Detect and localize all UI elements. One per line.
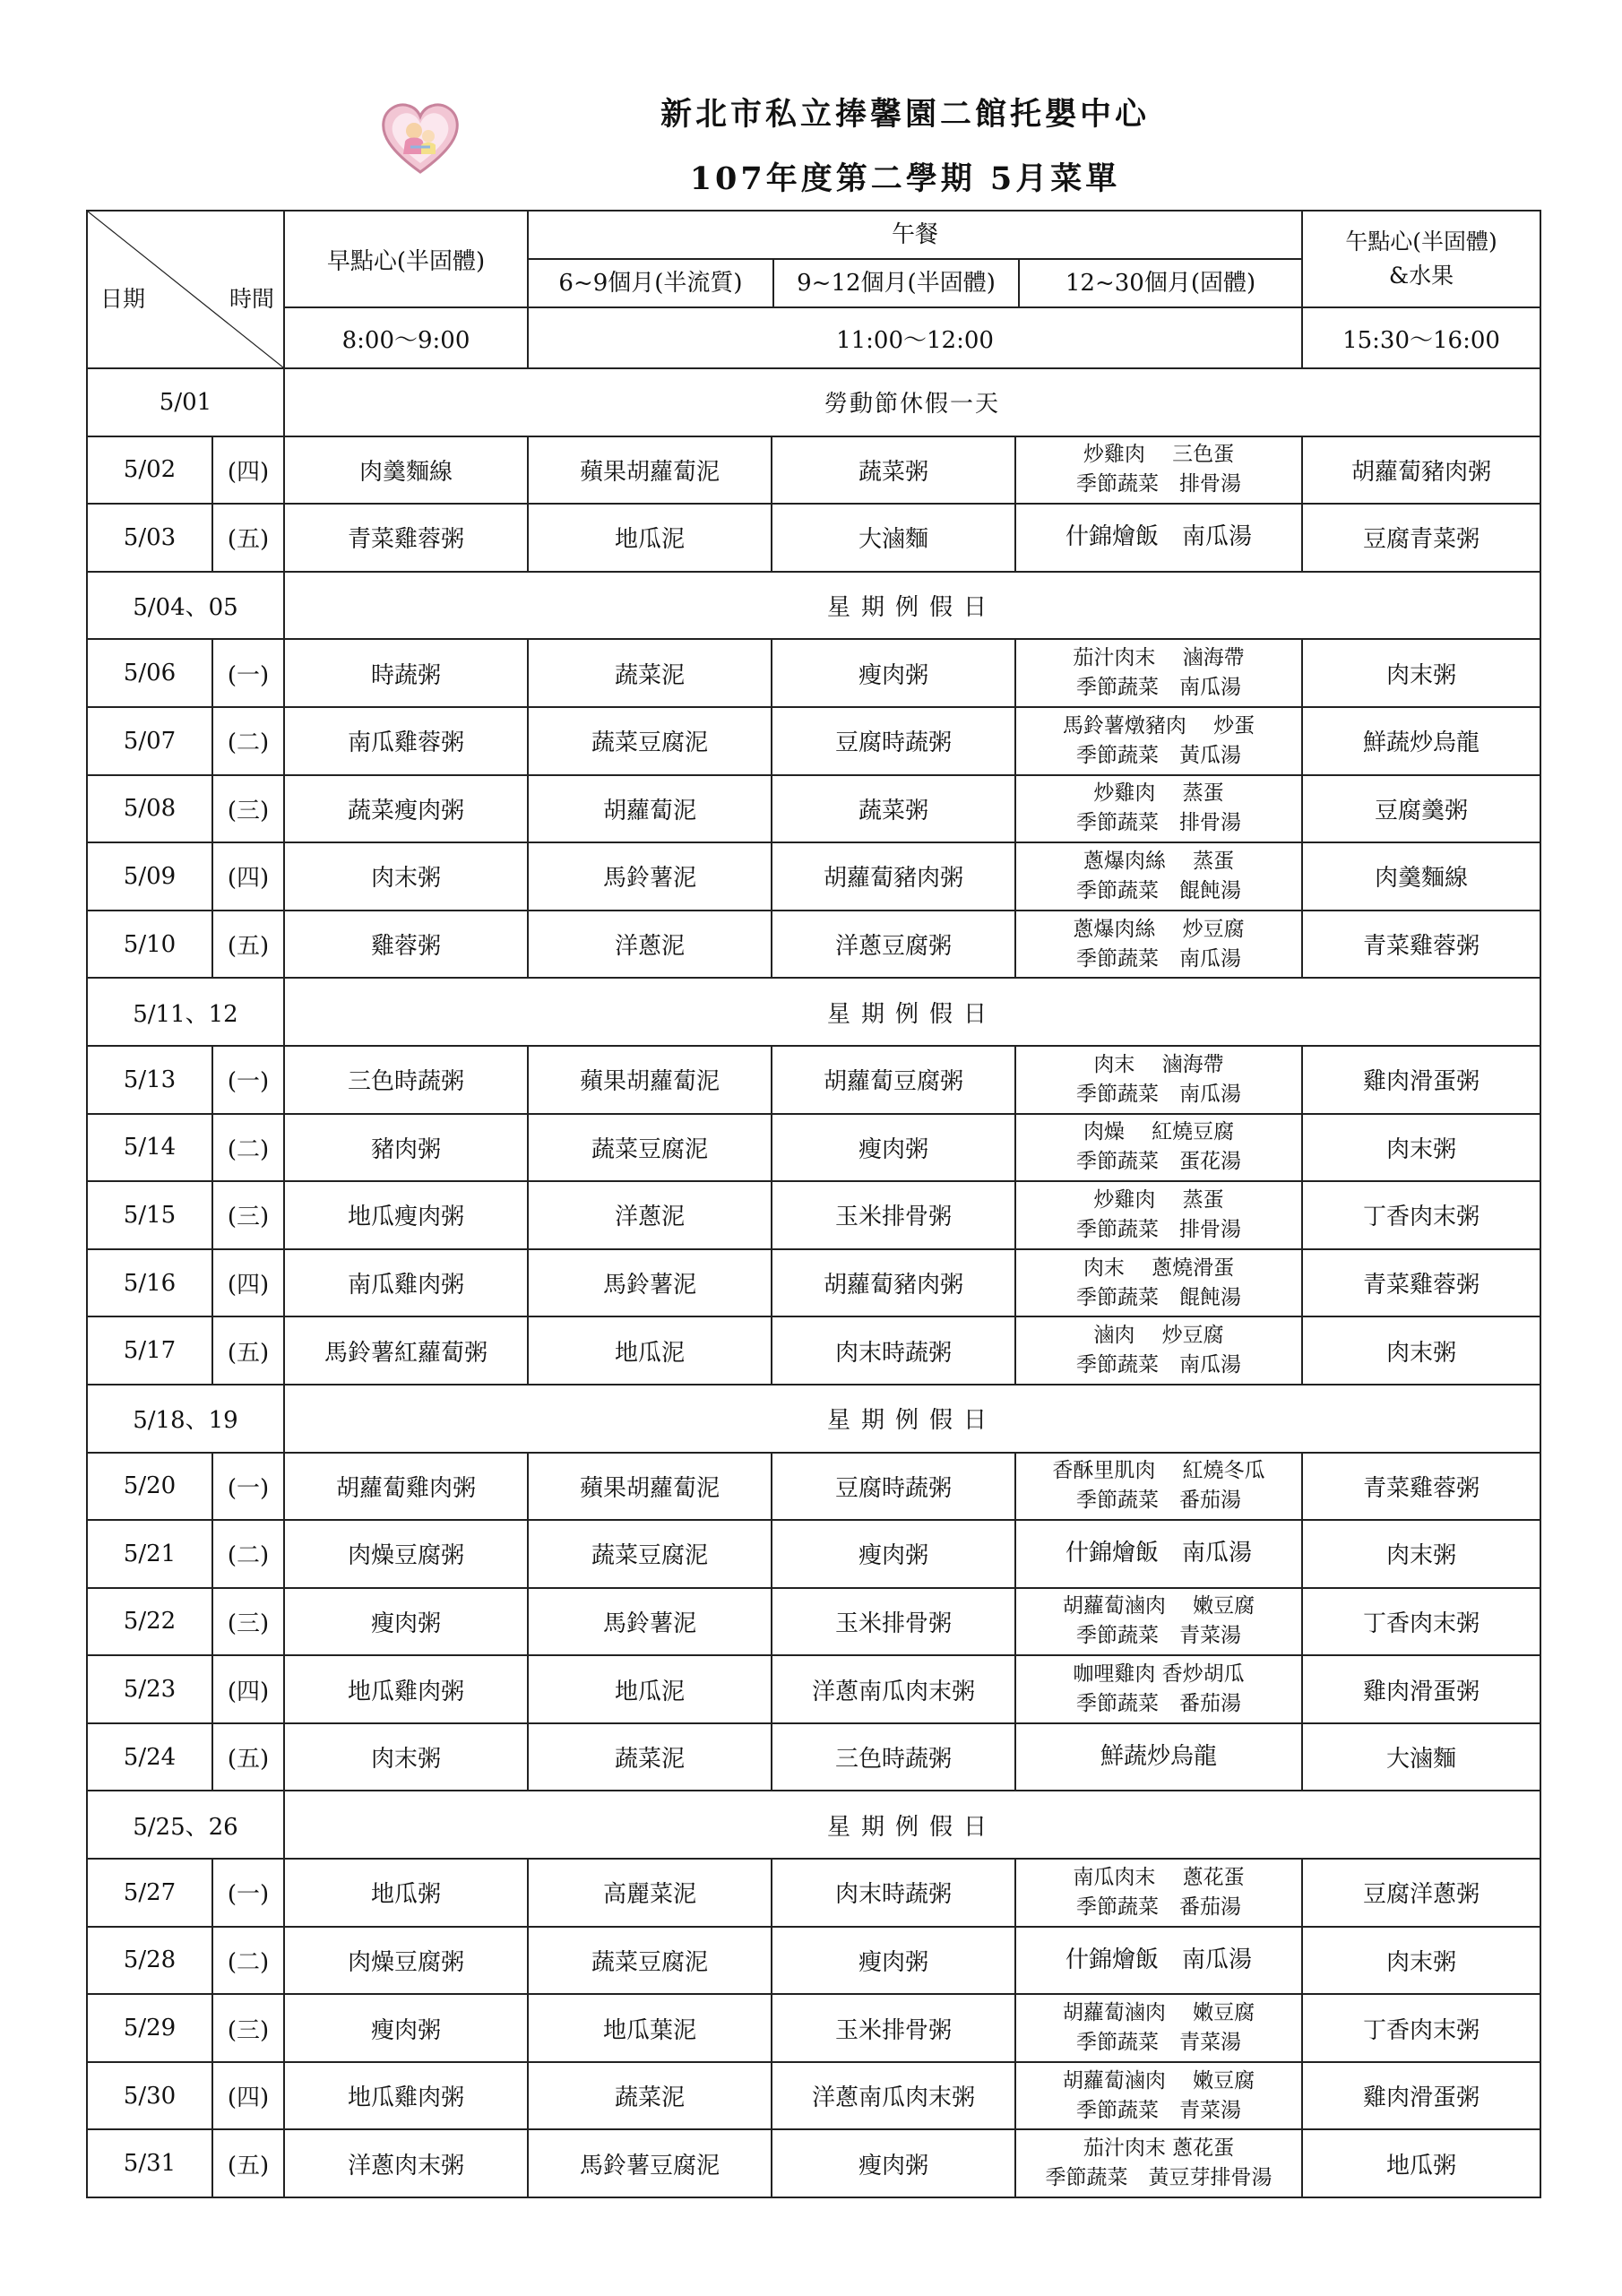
menu-row: [87, 504, 1540, 572]
lunch-12-30-cell: [1015, 1994, 1302, 2062]
menu-row: [87, 842, 1540, 911]
breakfast-cell: 肉羹麵線: [284, 436, 528, 505]
weekday-cell: (三): [212, 1994, 284, 2062]
menu-row: [87, 1859, 1540, 1927]
afternoon-cell: 豆腐洋蔥粥: [1302, 1859, 1540, 1927]
menu-row: [87, 1181, 1540, 1249]
date-cell: 5/01: [87, 368, 284, 436]
weekday-cell: (四): [212, 1249, 284, 1317]
breakfast-cell: 瘦肉粥: [284, 1588, 528, 1656]
lunch-12-30-line-2: 季節蔬菜 番茄湯: [1076, 1692, 1241, 1716]
lunch-6-9-cell: 蔬菜豆腐泥: [528, 1927, 772, 1995]
lunch-12-30-cell: [1015, 504, 1302, 572]
lunch-9-12-cell: 瘦肉粥: [772, 2129, 1015, 2197]
breakfast-cell: 時蔬粥: [284, 639, 528, 707]
lunch-12-30-line-2: 季節蔬菜 青菜湯: [1076, 2031, 1241, 2055]
lunch-12-30-cell: [1015, 436, 1302, 505]
breakfast-cell: 青菜雞蓉粥: [284, 504, 528, 572]
menu-row: [87, 2062, 1540, 2130]
lunch-12-30-cell: [1015, 911, 1302, 979]
date-cell: 5/08: [87, 775, 212, 843]
afternoon-cell: 胡蘿蔔豬肉粥: [1302, 436, 1540, 505]
lunch-12-30-lines: [1016, 1998, 1301, 2058]
lunch-12-30-lines: [1016, 1539, 1301, 1568]
menu-row: [87, 1994, 1540, 2062]
lunch-12-30-line-2: 季節蔬菜 排骨湯: [1076, 811, 1241, 835]
lunch-9-12-cell: 蔬菜粥: [772, 436, 1015, 505]
breakfast-cell: 三色時蔬粥: [284, 1046, 528, 1114]
lunch-9-12-cell: 洋蔥南瓜肉末粥: [772, 2062, 1015, 2130]
lunch-12-30-line-2: 季節蔬菜 黃豆芽排骨湯: [1045, 2166, 1273, 2190]
lunch-9-12-cell: 洋蔥南瓜肉末粥: [772, 1655, 1015, 1723]
date-cell: 5/17: [87, 1316, 212, 1385]
lunch-12-30-line-1: 胡蘿蔔滷肉 嫩豆腐: [1062, 2068, 1255, 2093]
lunch-12-30-lines: [1016, 2067, 1301, 2126]
lunch-9-12-cell: 胡蘿蔔豬肉粥: [772, 1249, 1015, 1317]
lunch-12-30-lines: [1016, 1742, 1301, 1772]
lunch-12-30-cell: [1015, 1453, 1302, 1521]
weekday-cell: (二): [212, 1520, 284, 1588]
lunch-12-30-cell: [1015, 1046, 1302, 1114]
afternoon-cell: 青菜雞蓉粥: [1302, 911, 1540, 979]
holiday-note-cell: 星期例假日: [284, 572, 1540, 640]
lunch-12-30-lines: [1016, 1254, 1301, 1313]
breakfast-cell: 洋蔥肉末粥: [284, 2129, 528, 2197]
afternoon-cell: 肉末粥: [1302, 639, 1540, 707]
lunch-12-30-line-1: 肉末 滷海帶: [1093, 1052, 1224, 1076]
weekday-cell: (一): [212, 1859, 284, 1927]
menu-row: [87, 1046, 1540, 1114]
lunch-12-30-cell: [1015, 1723, 1302, 1791]
header-afternoon-fruit: &水果: [1388, 263, 1454, 289]
header-lunch-12-30: 12~30個月(固體): [1065, 270, 1256, 297]
lunch-9-12-cell: 瘦肉粥: [772, 1927, 1015, 1995]
lunch-6-9-cell: 馬鈴薯泥: [528, 1588, 772, 1656]
date-cell: 5/28: [87, 1927, 212, 1995]
afternoon-cell: 豆腐羹粥: [1302, 775, 1540, 843]
date-cell: 5/31: [87, 2129, 212, 2197]
lunch-9-12-cell: 肉末時蔬粥: [772, 1316, 1015, 1385]
lunch-12-30-line-1: 炒雞肉 蒸蛋: [1093, 1187, 1224, 1212]
lunch-6-9-cell: 地瓜泥: [528, 1316, 772, 1385]
date-cell: 5/10: [87, 911, 212, 979]
lunch-12-30-line-2: 季節蔬菜 排骨湯: [1076, 1217, 1241, 1241]
header-lunch-group: [528, 211, 1302, 307]
holiday-row: [87, 1385, 1540, 1453]
lunch-12-30-lines: [1016, 1118, 1301, 1177]
weekday-cell: (五): [212, 1316, 284, 1385]
lunch-6-9-cell: 胡蘿蔔泥: [528, 775, 772, 843]
breakfast-cell: 南瓜雞蓉粥: [284, 707, 528, 775]
lunch-12-30-lines: [1016, 847, 1301, 906]
holiday-note-cell: 星期例假日: [284, 1791, 1540, 1859]
holiday-note-cell: 星期例假日: [284, 978, 1540, 1046]
breakfast-cell: 地瓜雞肉粥: [284, 2062, 528, 2130]
date-cell: 5/09: [87, 842, 212, 911]
lunch-12-30-lines: [1016, 1456, 1301, 1515]
lunch-12-30-line-2: 季節蔬菜 南瓜湯: [1076, 676, 1241, 700]
lunch-12-30-cell: [1015, 842, 1302, 911]
date-cell: 5/07: [87, 707, 212, 775]
lunch-12-30-cell: [1015, 2129, 1302, 2197]
afternoon-cell: 肉末粥: [1302, 1927, 1540, 1995]
lunch-12-30-line-2: 季節蔬菜 青菜湯: [1076, 1624, 1241, 1648]
lunch-12-30-lines: [1016, 2134, 1301, 2193]
lunch-12-30-line-1: 肉末 蔥燒滑蛋: [1083, 1256, 1235, 1280]
lunch-9-12-cell: 三色時蔬粥: [772, 1723, 1015, 1791]
lunch-12-30-line-1: 什錦燴飯 南瓜湯: [1066, 1946, 1253, 1973]
header-breakfast-label: 早點心(半固體): [326, 247, 486, 275]
page-title: 新北市私立捧馨園二館托嬰中心: [660, 96, 1150, 133]
lunch-12-30-cell: [1015, 707, 1302, 775]
lunch-6-9-cell: 蔬菜豆腐泥: [528, 1114, 772, 1182]
lunch-12-30-lines: [1016, 1946, 1301, 1975]
date-cell: 5/21: [87, 1520, 212, 1588]
lunch-6-9-cell: 蔬菜豆腐泥: [528, 1520, 772, 1588]
header-lunch-label: 午餐: [529, 211, 1301, 260]
afternoon-cell: 雞肉滑蛋粥: [1302, 2062, 1540, 2130]
lunch-12-30-line-1: 胡蘿蔔滷肉 嫩豆腐: [1062, 1594, 1255, 1618]
date-cell: 5/24: [87, 1723, 212, 1791]
date-cell: 5/06: [87, 639, 212, 707]
lunch-12-30-line-1: 咖哩雞肉 香炒胡瓜: [1073, 1662, 1245, 1687]
menu-row: [87, 1723, 1540, 1791]
lunch-12-30-cell: [1015, 2062, 1302, 2130]
lunch-12-30-lines: [1016, 643, 1301, 703]
lunch-6-9-cell: 馬鈴薯泥: [528, 1249, 772, 1317]
weekday-cell: (五): [212, 911, 284, 979]
weekday-cell: (四): [212, 1655, 284, 1723]
header-lunch-time: 11:00～12:00: [528, 307, 1302, 368]
afternoon-cell: 丁香肉末粥: [1302, 1588, 1540, 1656]
afternoon-cell: 肉羹麵線: [1302, 842, 1540, 911]
lunch-12-30-cell: [1015, 639, 1302, 707]
date-cell: 5/02: [87, 436, 212, 505]
lunch-12-30-line-1: 香酥里肌肉 紅燒冬瓜: [1052, 1459, 1265, 1483]
lunch-9-12-cell: 瘦肉粥: [772, 1520, 1015, 1588]
lunch-9-12-cell: 蔬菜粥: [772, 775, 1015, 843]
lunch-9-12-cell: 豆腐時蔬粥: [772, 707, 1015, 775]
afternoon-cell: 青菜雞蓉粥: [1302, 1249, 1540, 1317]
lunch-12-30-lines: [1016, 522, 1301, 552]
breakfast-cell: 馬鈴薯紅蘿蔔粥: [284, 1316, 528, 1385]
lunch-6-9-cell: 地瓜泥: [528, 504, 772, 572]
lunch-9-12-cell: 玉米排骨粥: [772, 1588, 1015, 1656]
header-date-label: 日期: [100, 286, 146, 312]
lunch-12-30-cell: [1015, 1114, 1302, 1182]
lunch-6-9-cell: 蔬菜泥: [528, 1723, 772, 1791]
lunch-12-30-cell: [1015, 775, 1302, 843]
weekday-cell: (二): [212, 707, 284, 775]
weekday-cell: (三): [212, 1588, 284, 1656]
header-lunch-6-9: 6~9個月(半流質): [529, 260, 774, 306]
menu-table: [86, 210, 1541, 2198]
weekday-cell: (一): [212, 1453, 284, 1521]
menu-row: [87, 436, 1540, 505]
header-time-label: 時間: [229, 286, 274, 312]
lunch-12-30-line-2: 季節蔬菜 餛飩湯: [1076, 878, 1241, 902]
menu-row: [87, 1588, 1540, 1656]
lunch-12-30-line-1: 蔥爆肉絲 炒豆腐: [1073, 917, 1245, 941]
weekday-cell: (一): [212, 639, 284, 707]
weekday-cell: (二): [212, 1114, 284, 1182]
date-cell: 5/23: [87, 1655, 212, 1723]
lunch-12-30-cell: [1015, 1316, 1302, 1385]
date-cell: 5/29: [87, 1994, 212, 2062]
lunch-12-30-line-1: 南瓜肉末 蔥花蛋: [1073, 1865, 1245, 1889]
header-breakfast: [284, 211, 528, 307]
afternoon-cell: 肉末粥: [1302, 1520, 1540, 1588]
lunch-12-30-line-1: 肉燥 紅燒豆腐: [1083, 1120, 1235, 1144]
date-cell: 5/11、12: [87, 978, 284, 1046]
lunch-12-30-line-2: 季節蔬菜 黃瓜湯: [1076, 743, 1241, 767]
date-cell: 5/20: [87, 1453, 212, 1521]
lunch-12-30-lines: [1016, 1592, 1301, 1651]
header-date-time-cell: [87, 211, 284, 368]
page-subtitle: 107年度第二學期 5月菜單: [689, 160, 1121, 197]
lunch-12-30-line-2: 季節蔬菜 餛飩湯: [1076, 1285, 1241, 1309]
menu-row: [87, 1316, 1540, 1385]
header-breakfast-time: 8:00～9:00: [284, 307, 528, 368]
lunch-9-12-cell: 洋蔥豆腐粥: [772, 911, 1015, 979]
afternoon-cell: 肉末粥: [1302, 1316, 1540, 1385]
lunch-12-30-cell: [1015, 1249, 1302, 1317]
weekday-cell: (五): [212, 504, 284, 572]
breakfast-cell: 地瓜粥: [284, 1859, 528, 1927]
menu-row: [87, 1249, 1540, 1317]
lunch-9-12-cell: 肉末時蔬粥: [772, 1859, 1015, 1927]
afternoon-cell: 大滷麵: [1302, 1723, 1540, 1791]
lunch-12-30-line-1: 茄汁肉末 蔥花蛋: [1083, 2136, 1235, 2161]
lunch-12-30-cell: [1015, 1859, 1302, 1927]
breakfast-cell: 豬肉粥: [284, 1114, 528, 1182]
lunch-12-30-line-2: 季節蔬菜 南瓜湯: [1076, 1082, 1241, 1106]
lunch-12-30-line-1: 什錦燴飯 南瓜湯: [1066, 1540, 1253, 1567]
lunch-12-30-lines: [1016, 1660, 1301, 1719]
lunch-12-30-lines: [1016, 1321, 1301, 1380]
menu-row: [87, 1520, 1540, 1588]
lunch-6-9-cell: 高麗菜泥: [528, 1859, 772, 1927]
lunch-12-30-line-2: 季節蔬菜 排骨湯: [1076, 472, 1241, 496]
breakfast-cell: 胡蘿蔔雞肉粥: [284, 1453, 528, 1521]
breakfast-cell: 肉末粥: [284, 842, 528, 911]
weekday-cell: (四): [212, 436, 284, 505]
lunch-12-30-line-1: 馬鈴薯燉豬肉 炒蛋: [1062, 713, 1255, 738]
lunch-9-12-cell: 胡蘿蔔豆腐粥: [772, 1046, 1015, 1114]
lunch-12-30-line-1: 茄汁肉末 滷海帶: [1073, 646, 1245, 670]
lunch-6-9-cell: 蔬菜豆腐泥: [528, 707, 772, 775]
header-afternoon: [1302, 211, 1540, 307]
lunch-12-30-line-2: 季節蔬菜 番茄湯: [1076, 1489, 1241, 1513]
lunch-6-9-cell: 蘋果胡蘿蔔泥: [528, 436, 772, 505]
lunch-9-12-cell: 大滷麵: [772, 504, 1015, 572]
menu-row: [87, 1453, 1540, 1521]
weekday-cell: (四): [212, 2062, 284, 2130]
menu-row: [87, 1114, 1540, 1182]
date-cell: 5/15: [87, 1181, 212, 1249]
lunch-12-30-line-1: 胡蘿蔔滷肉 嫩豆腐: [1062, 2001, 1255, 2025]
lunch-9-12-cell: 玉米排骨粥: [772, 1994, 1015, 2062]
lunch-12-30-cell: [1015, 1655, 1302, 1723]
breakfast-cell: 肉末粥: [284, 1723, 528, 1791]
menu-row: [87, 707, 1540, 775]
afternoon-cell: 雞肉滑蛋粥: [1302, 1046, 1540, 1114]
lunch-12-30-lines: [1016, 1050, 1301, 1109]
date-cell: 5/03: [87, 504, 212, 572]
lunch-9-12-cell: 玉米排骨粥: [772, 1181, 1015, 1249]
breakfast-cell: 地瓜瘦肉粥: [284, 1181, 528, 1249]
date-cell: 5/16: [87, 1249, 212, 1317]
afternoon-cell: 丁香肉末粥: [1302, 1994, 1540, 2062]
afternoon-cell: 鮮蔬炒烏龍: [1302, 707, 1540, 775]
afternoon-cell: 雞肉滑蛋粥: [1302, 1655, 1540, 1723]
lunch-12-30-lines: [1016, 915, 1301, 974]
weekday-cell: (五): [212, 2129, 284, 2197]
menu-row: [87, 1655, 1540, 1723]
breakfast-cell: 肉燥豆腐粥: [284, 1927, 528, 1995]
breakfast-cell: 雞蓉粥: [284, 911, 528, 979]
header-afternoon-time: 15:30～16:00: [1302, 307, 1540, 368]
date-cell: 5/18、19: [87, 1385, 284, 1453]
lunch-6-9-cell: 蔬菜泥: [528, 639, 772, 707]
weekday-cell: (二): [212, 1927, 284, 1995]
header-afternoon-label: 午點心(半固體): [1345, 229, 1497, 255]
lunch-12-30-lines: [1016, 779, 1301, 838]
date-cell: 5/04、05: [87, 572, 284, 640]
holiday-row: [87, 1791, 1540, 1859]
lunch-12-30-cell: [1015, 1588, 1302, 1656]
lunch-6-9-cell: 地瓜葉泥: [528, 1994, 772, 2062]
lunch-12-30-line-1: 滷肉 炒豆腐: [1093, 1324, 1224, 1348]
lunch-6-9-cell: 蔬菜泥: [528, 2062, 772, 2130]
date-cell: 5/13: [87, 1046, 212, 1114]
lunch-12-30-lines: [1016, 1186, 1301, 1245]
lunch-6-9-cell: 洋蔥泥: [528, 1181, 772, 1249]
lunch-12-30-line-2: 季節蔬菜 南瓜湯: [1076, 946, 1241, 971]
date-cell: 5/30: [87, 2062, 212, 2130]
breakfast-cell: 肉燥豆腐粥: [284, 1520, 528, 1588]
date-cell: 5/22: [87, 1588, 212, 1656]
holiday-row: [87, 572, 1540, 640]
date-cell: 5/27: [87, 1859, 212, 1927]
lunch-12-30-line-1: 蔥爆肉絲 蒸蛋: [1083, 849, 1235, 873]
lunch-12-30-line-1: 什錦燴飯 南瓜湯: [1066, 523, 1253, 551]
afternoon-cell: 地瓜粥: [1302, 2129, 1540, 2197]
weekday-cell: (一): [212, 1046, 284, 1114]
lunch-9-12-cell: 豆腐時蔬粥: [772, 1453, 1015, 1521]
weekday-cell: (三): [212, 775, 284, 843]
lunch-12-30-cell: [1015, 1520, 1302, 1588]
lunch-12-30-line-1: 鮮蔬炒烏龍: [1100, 1743, 1218, 1771]
afternoon-cell: 青菜雞蓉粥: [1302, 1453, 1540, 1521]
lunch-12-30-lines: [1016, 712, 1301, 771]
breakfast-cell: 瘦肉粥: [284, 1994, 528, 2062]
lunch-6-9-cell: 蘋果胡蘿蔔泥: [528, 1046, 772, 1114]
lunch-12-30-lines: [1016, 1863, 1301, 1922]
date-cell: 5/25、26: [87, 1791, 284, 1859]
breakfast-cell: 蔬菜瘦肉粥: [284, 775, 528, 843]
holiday-row: [87, 368, 1540, 436]
afternoon-cell: 丁香肉末粥: [1302, 1181, 1540, 1249]
lunch-6-9-cell: 洋蔥泥: [528, 911, 772, 979]
weekday-cell: (五): [212, 1723, 284, 1791]
lunch-9-12-cell: 瘦肉粥: [772, 1114, 1015, 1182]
lunch-12-30-line-1: 炒雞肉 三色蛋: [1083, 443, 1235, 467]
date-cell: 5/14: [87, 1114, 212, 1182]
lunch-12-30-line-2: 季節蔬菜 番茄湯: [1076, 1895, 1241, 1919]
lunch-6-9-cell: 馬鈴薯豆腐泥: [528, 2129, 772, 2197]
header-lunch-subcols: [529, 260, 1301, 306]
holiday-note-cell: 勞動節休假一天: [284, 368, 1540, 436]
weekday-cell: (三): [212, 1181, 284, 1249]
afternoon-cell: 肉末粥: [1302, 1114, 1540, 1182]
lunch-9-12-cell: 胡蘿蔔豬肉粥: [772, 842, 1015, 911]
weekday-cell: (四): [212, 842, 284, 911]
lunch-6-9-cell: 地瓜泥: [528, 1655, 772, 1723]
breakfast-cell: 地瓜雞肉粥: [284, 1655, 528, 1723]
lunch-12-30-line-2: 季節蔬菜 青菜湯: [1076, 2098, 1241, 2122]
holiday-row: [87, 978, 1540, 1046]
lunch-12-30-line-2: 季節蔬菜 蛋花湯: [1076, 1150, 1241, 1174]
lunch-12-30-cell: [1015, 1927, 1302, 1995]
lunch-12-30-cell: [1015, 1181, 1302, 1249]
lunch-12-30-line-2: 季節蔬菜 南瓜湯: [1076, 1353, 1241, 1377]
lunch-6-9-cell: 蘋果胡蘿蔔泥: [528, 1453, 772, 1521]
afternoon-cell: 豆腐青菜粥: [1302, 504, 1540, 572]
lunch-9-12-cell: 瘦肉粥: [772, 639, 1015, 707]
header-lunch-9-12: 9~12個月(半固體): [774, 260, 1020, 306]
menu-row: [87, 639, 1540, 707]
menu-row: [87, 2129, 1540, 2197]
holiday-note-cell: 星期例假日: [284, 1385, 1540, 1453]
lunch-6-9-cell: 馬鈴薯泥: [528, 842, 772, 911]
lunch-12-30-line-1: 炒雞肉 蒸蛋: [1093, 781, 1224, 806]
breakfast-cell: 南瓜雞肉粥: [284, 1249, 528, 1317]
menu-row: [87, 775, 1540, 843]
lunch-12-30-lines: [1016, 440, 1301, 499]
menu-row: [87, 1927, 1540, 1995]
menu-row: [87, 911, 1540, 979]
